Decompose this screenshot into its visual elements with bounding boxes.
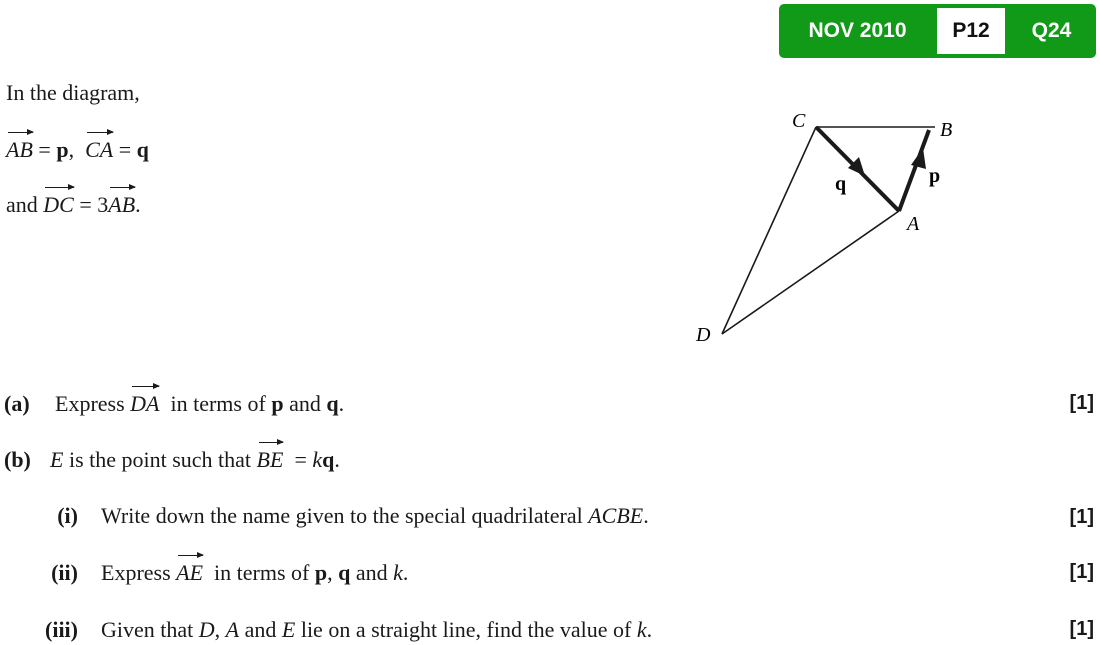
comma: , bbox=[214, 617, 226, 642]
equals-three: = 3 bbox=[73, 192, 109, 217]
intro-line-2 bbox=[6, 137, 149, 163]
and-text: and bbox=[6, 192, 44, 217]
scalar-k: k bbox=[393, 560, 403, 585]
label-d: D bbox=[696, 324, 711, 346]
vector-q-symbol: q bbox=[322, 447, 335, 472]
part-bi-mark: [1] bbox=[1069, 506, 1094, 528]
period: . bbox=[338, 391, 345, 416]
vector-ab-line bbox=[899, 130, 929, 211]
period: . bbox=[402, 560, 409, 585]
vector-da: DA bbox=[130, 391, 160, 416]
intro-line-3 bbox=[6, 192, 141, 218]
comma: , bbox=[327, 560, 339, 585]
point-a: A bbox=[225, 617, 240, 642]
part-bi-text bbox=[101, 503, 649, 529]
part-a-text bbox=[55, 391, 344, 417]
label-b: B bbox=[940, 119, 953, 141]
scalar-k: k bbox=[636, 617, 647, 642]
part-bi-label: (i) bbox=[57, 503, 78, 528]
line-ad bbox=[722, 211, 899, 334]
quadrilateral-name: ACBE bbox=[588, 503, 644, 528]
exam-session-label: NOV 2010 bbox=[808, 19, 907, 42]
question-reference-badge bbox=[779, 4, 1096, 58]
part-bii-text-3: and bbox=[350, 560, 394, 585]
question-number-label: Q24 bbox=[1031, 19, 1072, 42]
part-bii-text bbox=[101, 560, 408, 586]
vector-ca: CA bbox=[85, 137, 114, 162]
period: . bbox=[646, 617, 653, 642]
part-a-label: (a) bbox=[4, 391, 30, 416]
part-bii-text-1: Express bbox=[101, 560, 177, 585]
vector-be: BE bbox=[256, 447, 284, 472]
vector-ae: AE bbox=[176, 560, 204, 585]
period: . bbox=[334, 447, 340, 472]
part-biii-mark: [1] bbox=[1069, 618, 1094, 640]
part-bi-text-1: Write down the name given to the special quadrilateral bbox=[101, 503, 589, 528]
vector-q-symbol: q bbox=[338, 560, 351, 585]
vector-diagram bbox=[680, 95, 980, 355]
part-biii-label: (iii) bbox=[45, 617, 78, 642]
part-bii-text-2: in terms of bbox=[208, 560, 315, 585]
part-biii-text-3: lie on a straight line, find the value of bbox=[295, 617, 637, 642]
point-d: D bbox=[198, 617, 215, 642]
part-a-text-3: and bbox=[283, 391, 327, 416]
equals-sign: = bbox=[113, 137, 137, 162]
vector-p-symbol: p bbox=[271, 391, 284, 416]
vector-q-symbol: q bbox=[136, 137, 149, 162]
comma: , bbox=[68, 137, 80, 162]
part-b-text-1: is the point such that bbox=[63, 447, 257, 472]
vector-p-symbol: p bbox=[314, 560, 328, 585]
part-a-mark: [1] bbox=[1069, 392, 1094, 414]
label-q: q bbox=[835, 173, 847, 195]
part-biii-text bbox=[101, 617, 652, 643]
vector-dc: DC bbox=[43, 192, 74, 217]
line-cd bbox=[722, 127, 816, 334]
part-biii-text-1: Given that bbox=[101, 617, 199, 642]
part-biii-text-2: and bbox=[239, 617, 282, 642]
paper-number-label: P12 bbox=[937, 8, 1005, 54]
part-a-text-1: Express bbox=[55, 391, 131, 416]
vector-q-symbol: q bbox=[326, 391, 339, 416]
equals-sign: = bbox=[32, 137, 57, 162]
point-e: E bbox=[281, 617, 296, 642]
part-bii-label: (ii) bbox=[51, 560, 78, 585]
equals-sign: = bbox=[288, 447, 313, 472]
scalar-k: k bbox=[312, 447, 323, 472]
arrowhead-p bbox=[911, 148, 926, 169]
vector-ab-2: AB bbox=[108, 192, 136, 217]
part-bii-mark: [1] bbox=[1069, 561, 1094, 583]
part-b-text bbox=[50, 447, 340, 473]
label-p: p bbox=[929, 165, 941, 187]
period: . bbox=[643, 503, 649, 528]
point-e: E bbox=[50, 447, 64, 472]
vector-p-symbol: p bbox=[56, 137, 69, 162]
vector-ab: AB bbox=[6, 137, 33, 162]
part-b-label: (b) bbox=[4, 447, 31, 472]
label-c: C bbox=[792, 110, 806, 132]
part-a-text-2: in terms of bbox=[164, 391, 272, 416]
period: . bbox=[135, 192, 141, 217]
intro-line-1: In the diagram, bbox=[6, 80, 140, 105]
label-a: A bbox=[907, 213, 920, 235]
